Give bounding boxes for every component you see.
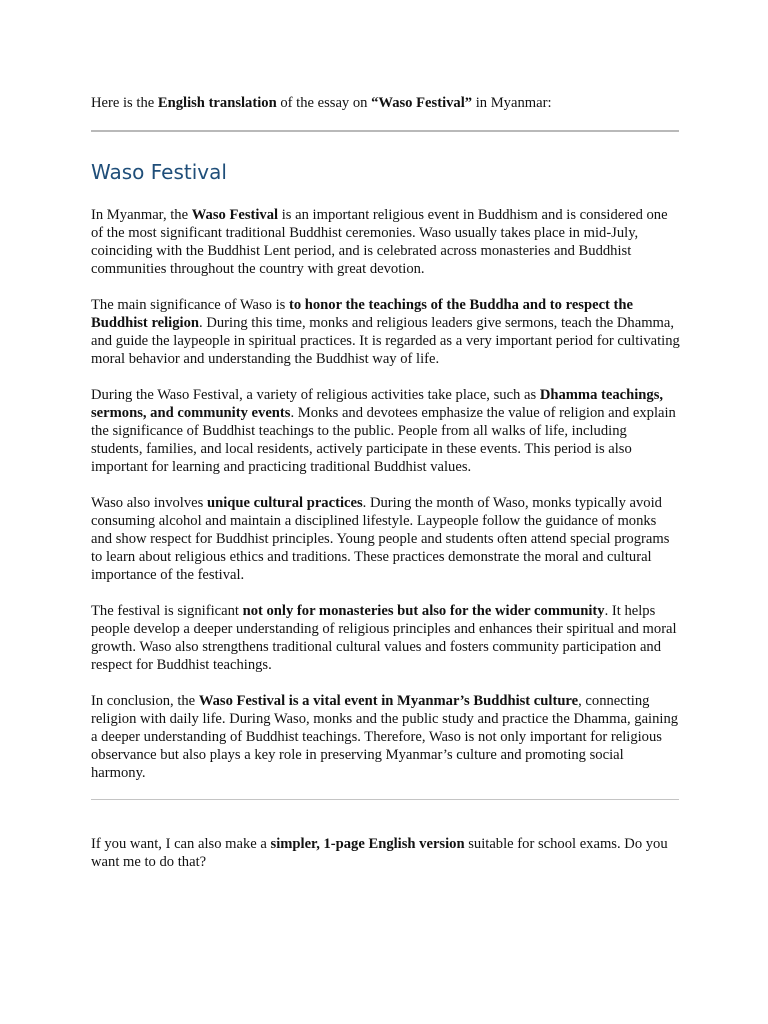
paragraph-4-pre: Waso also involves — [91, 495, 207, 511]
paragraph-3-bold: Dhamma teachings, sermons, and community events — [91, 387, 664, 421]
intro-text — [91, 94, 681, 112]
paragraph-6-bold: Waso Festival is a vital event in Myanmar’s Buddhist culture — [198, 693, 579, 709]
outro-post: suitable for school exams. Do you want me to do that? — [91, 836, 668, 870]
paragraph-2-pre: The main significance of Waso is — [91, 297, 289, 313]
paragraph-1-pre: In Myanmar, the — [91, 207, 192, 223]
intro-pre: Here is the — [91, 95, 158, 111]
paragraph-4 — [91, 494, 681, 584]
paragraph-1-post: is an important religious event in Buddhism and is considered one of the most significant traditional Buddhist ceremonies. Waso usually takes place in mid-July, coinciding with the Buddhist Lent period, and is celebrated across monasteries and Buddhist communities throughout the country with great devotion. — [91, 207, 668, 277]
paragraph-3-pre: During the Waso Festival, a variety of religious activities take place, such as — [91, 387, 540, 403]
top-divider — [91, 130, 679, 132]
essay-heading: Waso Festival — [91, 160, 227, 184]
paragraph-2-post: . During this time, monks and religious leaders give sermons, teach the Dhamma, and guide the laypeople in spiritual practices. It is regarded as a very important period for cultivating moral behavior and understanding the Buddhist way of life. — [91, 315, 680, 367]
bottom-divider — [91, 799, 679, 800]
outro-bold: simpler, 1-page English version — [270, 836, 465, 852]
intro-mid: of the essay on — [276, 95, 372, 111]
outro-pre: If you want, I can also make a — [91, 836, 271, 852]
paragraph-5 — [91, 602, 681, 674]
paragraph-5-pre: The festival is significant — [91, 603, 243, 619]
intro-bold-translation: English translation — [157, 95, 277, 111]
paragraph-5-bold: not only for monasteries but also for the wider community — [242, 603, 605, 619]
paragraph-6 — [91, 692, 681, 782]
intro-post: in Myanmar: — [472, 95, 552, 111]
paragraph-1 — [91, 206, 681, 278]
paragraph-6-pre: In conclusion, the — [91, 693, 199, 709]
outro-text — [91, 835, 681, 871]
essay-body — [91, 206, 681, 800]
paragraph-4-bold: unique cultural practices — [206, 495, 363, 511]
paragraph-3-post: . Monks and devotees emphasize the value of religion and explain the significance of Buddhist teachings to the public. People from all walks of life, including students, families, and local residents, actively participate in these events. This period is also important for learning and practicing traditional Buddhist values. — [91, 405, 676, 475]
intro-bold-title: “Waso Festival” — [371, 95, 473, 111]
paragraph-2 — [91, 296, 681, 368]
paragraph-3 — [91, 386, 681, 476]
paragraph-5-post: . It helps people develop a deeper understanding of religious principles and enhances their spiritual and moral growth. Waso also strengthens traditional cultural values and fosters community participation and respect for Buddhist teachings. — [91, 603, 677, 673]
paragraph-1-bold: Waso Festival — [191, 207, 279, 223]
paragraph-6-post: , connecting religion with daily life. During Waso, monks and the public study and practice the Dhamma, gaining a deeper understanding of Buddhist teachings. Therefore, Waso is not only important for religious observance but also plays a key role in preserving Myanmar’s culture and promoting social harmony. — [91, 693, 679, 781]
paragraph-2-bold: to honor the teachings of the Buddha and to respect the Buddhist religion — [91, 297, 634, 331]
paragraph-4-post: . During the month of Waso, monks typically avoid consuming alcohol and maintain a disciplined lifestyle. Laypeople follow the guidance of monks and show respect for Buddhist principles. Young people and students often attend special programs to learn about religious ethics and traditions. These practices demonstrate the moral and cultural importance of the festival. — [91, 495, 670, 583]
